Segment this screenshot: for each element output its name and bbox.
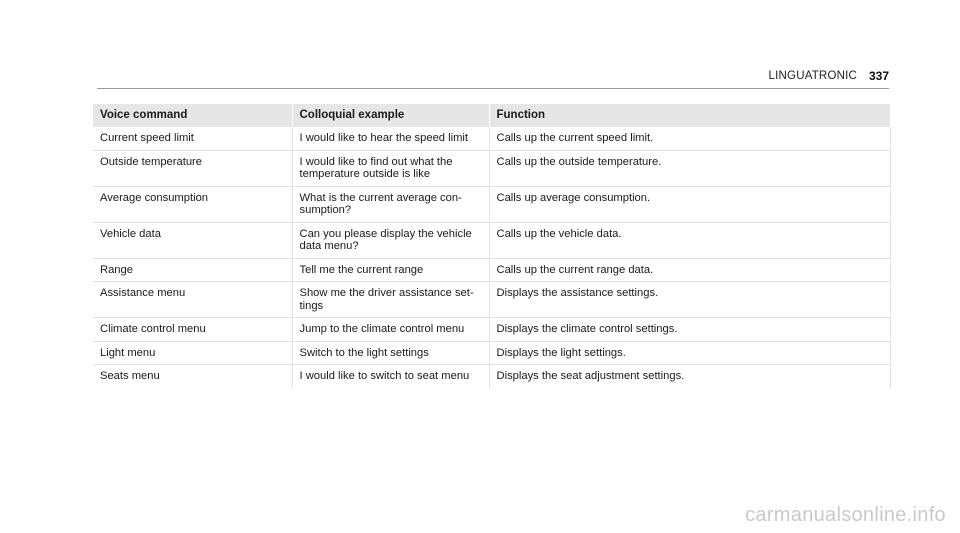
table-row [93, 127, 890, 150]
cell-function: Calls up average consumption. [489, 186, 890, 222]
cell-voice-command: Seats menu [93, 365, 292, 388]
cell-colloquial-example: I would like to hear the speed limit [292, 127, 489, 150]
cell-colloquial-example: Can you please display the vehicle data menu? [292, 222, 489, 258]
cell-function: Calls up the vehicle data. [489, 222, 890, 258]
cell-colloquial-example: Tell me the current range [292, 258, 489, 282]
table-row [93, 186, 890, 222]
cell-colloquial-example: Switch to the light settings [292, 341, 489, 365]
cell-colloquial-example: Show me the driver assistance set- tings [292, 282, 489, 318]
page-header [97, 68, 889, 89]
cell-function: Displays the seat adjustment settings. [489, 365, 890, 388]
cell-voice-command: Current speed limit [93, 127, 292, 150]
column-header-function: Function [489, 104, 890, 127]
cell-function: Calls up the current range data. [489, 258, 890, 282]
cell-function: Displays the assistance settings. [489, 282, 890, 318]
table-row [93, 222, 890, 258]
cell-colloquial-example: What is the current average con- sumption? [292, 186, 489, 222]
table-row [93, 282, 890, 318]
cell-voice-command: Average consumption [93, 186, 292, 222]
cell-voice-command: Range [93, 258, 292, 282]
cell-function: Displays the climate control settings. [489, 318, 890, 342]
cell-voice-command: Outside temperature [93, 150, 292, 186]
table-row [93, 318, 890, 342]
cell-colloquial-example: I would like to switch to seat menu [292, 365, 489, 388]
cell-voice-command: Assistance menu [93, 282, 292, 318]
table-header-row [93, 104, 890, 127]
column-header-colloquial-example: Colloquial example [292, 104, 489, 127]
cell-voice-command: Vehicle data [93, 222, 292, 258]
cell-function: Calls up the current speed limit. [489, 127, 890, 150]
table-row [93, 258, 890, 282]
cell-voice-command: Light menu [93, 341, 292, 365]
voice-command-table [93, 104, 891, 388]
table-row [93, 341, 890, 365]
table-row [93, 150, 890, 186]
cell-function: Displays the light settings. [489, 341, 890, 365]
cell-colloquial-example: I would like to find out what the temperature outside is like [292, 150, 489, 186]
page-number: 337 [868, 69, 889, 83]
cell-function: Calls up the outside temperature. [489, 150, 890, 186]
section-title: LINGUATRONIC [768, 70, 857, 82]
column-header-voice-command: Voice command [93, 104, 292, 127]
cell-colloquial-example: Jump to the climate control menu [292, 318, 489, 342]
table-row [93, 365, 890, 388]
cell-voice-command: Climate control menu [93, 318, 292, 342]
watermark-text: carmanualsonline.info [745, 504, 946, 526]
